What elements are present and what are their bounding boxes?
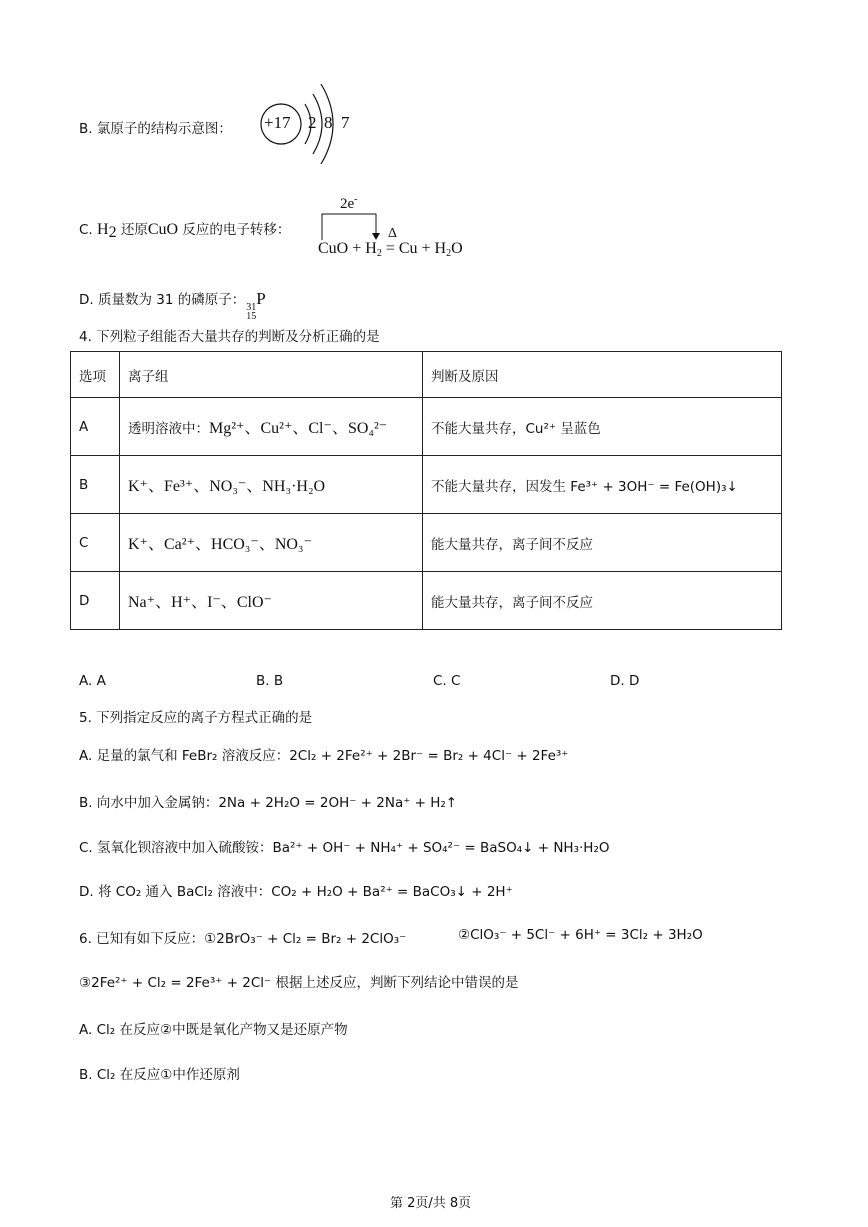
q4-choice-d: D. D — [610, 673, 640, 689]
shell-1-count: 2 — [308, 113, 317, 132]
table-row — [71, 514, 782, 572]
heat-symbol: Δ — [388, 226, 398, 241]
ion-coexistence-table — [70, 351, 782, 630]
page-footer: 第 2页/共 8页 — [390, 1196, 472, 1211]
table-row — [71, 572, 782, 630]
row-a-option: A — [71, 398, 120, 456]
table-row — [71, 398, 782, 456]
q6-option-a: A. Cl₂ 在反应②中既是氧化产物又是还原产物 — [79, 1022, 348, 1038]
row-c-judgement: 能大量共存，离子间不反应 — [423, 514, 782, 572]
shell-3-count: 7 — [341, 113, 350, 132]
q3-option-d-label: D. 质量数为 31 的磷原子： 31 15 P — [79, 289, 266, 322]
row-a-judgement: 不能大量共存，Cu²⁺ 呈蓝色 — [423, 398, 782, 456]
q5-option-c: C. 氢氧化钡溶液中加入硫酸铵：Ba²⁺ + OH⁻ + NH₄⁺ + SO₄²⁻ = BaSO₄↓ + NH₃·H₂O — [79, 840, 610, 856]
q5-option-d: D. 将 CO₂ 通入 BaCl₂ 溶液中：CO₂ + H₂O + Ba²⁺ = BaCO₃↓ + 2H⁺ — [79, 884, 513, 900]
q6-stem-line-2: ③2Fe²⁺ + Cl₂ = 2Fe³⁺ + 2Cl⁻ 根据上述反应，判断下列结论中错误的是 — [79, 975, 519, 991]
q5-stem: 5. 下列指定反应的离子方程式正确的是 — [79, 710, 313, 726]
q6-stem-reaction-2: ②ClO₃⁻ + 5Cl⁻ + 6H⁺ = 3Cl₂ + 3H₂O — [458, 927, 703, 943]
cuo-h2-equation: CuO + $H_2 = Cu + H_2O$ — [318, 240, 463, 259]
row-b-ions: K⁺、Fe³⁺、NO₃⁻、NH₃·H₂O — [120, 456, 423, 514]
shell-2-count: 8 — [324, 113, 333, 132]
q4-stem: 4. 下列粒子组能否大量共存的判断及分析正确的是 — [79, 329, 380, 345]
header-judgement: 判断及原因 — [423, 352, 782, 398]
row-b-option: B — [71, 456, 120, 514]
electron-transfer-label: 2e- — [340, 194, 358, 212]
row-a-ions: 透明溶液中：Mg²⁺、Cu²⁺、Cl⁻、SO₄²⁻ — [120, 398, 423, 456]
row-d-judgement: 能大量共存，离子间不反应 — [423, 572, 782, 630]
electron-transfer-arrow-icon — [318, 210, 388, 242]
row-c-option: C — [71, 514, 120, 572]
row-d-ions: Na⁺、H⁺、I⁻、ClO⁻ — [120, 572, 423, 630]
table-row — [71, 456, 782, 514]
table-header-row — [71, 352, 782, 398]
q4-choice-b: B. B — [256, 673, 284, 689]
row-d-option: D — [71, 572, 120, 630]
header-option: 选项 — [71, 352, 120, 398]
row-c-ions: K⁺、Ca²⁺、HCO₃⁻、NO₃⁻ — [120, 514, 423, 572]
q3-option-b-label: B. 氯原子的结构示意图： — [79, 121, 232, 137]
chlorine-atom-diagram — [255, 78, 365, 173]
q6-stem-line-1: 6. 已知有如下反应：①2BrO₃⁻ + Cl₂ = Br₂ + 2ClO₃⁻ — [79, 931, 407, 947]
header-ion-group: 离子组 — [120, 352, 423, 398]
nucleus-charge: +17 — [264, 113, 291, 132]
q3-option-c-label: C. $H_2$ 还原CuO 反应的电子转移： — [79, 221, 291, 241]
q5-option-a: A. 足量的氯气和 FeBr₂ 溶液反应：2Cl₂ + 2Fe²⁺ + 2Br⁻ = Br₂ + 4Cl⁻ + 2Fe³⁺ — [79, 748, 569, 764]
q4-choice-c: C. C — [433, 673, 461, 689]
q6-option-b: B. Cl₂ 在反应①中作还原剂 — [79, 1067, 240, 1083]
q4-choice-a: A. A — [79, 673, 106, 689]
q5-option-b: B. 向水中加入金属钠：2Na + 2H₂O = 2OH⁻ + 2Na⁺ + H₂↑ — [79, 795, 458, 811]
row-b-judgement: 不能大量共存，因发生 Fe³⁺ + 3OH⁻ = Fe(OH)₃↓ — [423, 456, 782, 514]
